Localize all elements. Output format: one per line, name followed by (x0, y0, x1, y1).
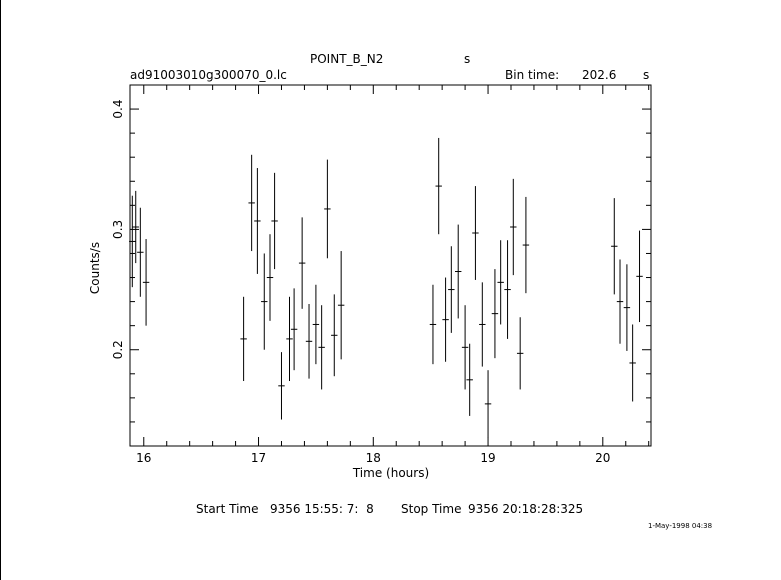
x-tick-label: 18 (365, 451, 381, 465)
stop-time-label: Stop Time (401, 502, 462, 516)
data-point (442, 278, 448, 362)
data-point (306, 304, 312, 379)
bin-time-value: 202.6 (582, 68, 617, 82)
start-time-value: 9356 15:55: 7: 8 (270, 502, 374, 516)
data-point (629, 324, 635, 401)
data-point (636, 231, 642, 322)
y-axis (111, 85, 651, 422)
data-point (143, 239, 149, 326)
object-unit: s (464, 52, 471, 66)
data-point (248, 155, 254, 251)
x-tick-label: 20 (595, 451, 611, 465)
y-axis-label: Counts/s (88, 241, 102, 295)
data-point (492, 269, 498, 358)
start-time-label: Start Time (196, 502, 259, 516)
data-point (313, 285, 319, 364)
data-point (137, 208, 143, 297)
plot-timestamp: 1-May-1998 04:38 (648, 522, 713, 530)
data-point (254, 168, 260, 274)
bin-time-unit: s (643, 68, 650, 82)
data-point (338, 251, 344, 359)
data-point (448, 246, 454, 333)
data-point (523, 197, 529, 293)
data-point (271, 173, 277, 269)
y-tick-label: 0.4 (111, 99, 125, 119)
data-point (462, 305, 468, 389)
data-point (240, 297, 246, 381)
y-tick-label: 0.3 (111, 219, 125, 239)
data-points (129, 138, 643, 438)
y-tick-label: 0.2 (111, 340, 125, 360)
data-point (261, 253, 267, 349)
data-point (624, 264, 630, 351)
data-point (485, 370, 491, 437)
data-point (479, 282, 485, 366)
data-point (299, 217, 305, 308)
data-point (286, 297, 292, 381)
file-name: ad91003010g300070_0.lc (130, 68, 287, 82)
data-point (617, 259, 623, 343)
data-point (472, 186, 478, 280)
x-tick-label: 16 (136, 451, 152, 465)
data-point (291, 288, 297, 370)
data-point (466, 344, 472, 416)
data-point (510, 179, 516, 275)
data-point (430, 285, 436, 364)
data-point (497, 240, 503, 324)
data-point (318, 305, 324, 389)
data-point (517, 317, 523, 389)
x-axis-label: Time (hours) (352, 466, 430, 480)
data-point (331, 294, 337, 376)
data-point (611, 198, 617, 294)
stop-time-value: 9356 20:18:28:325 (468, 502, 584, 516)
plot-frame (130, 85, 651, 446)
data-point (455, 225, 461, 319)
x-tick-label: 19 (480, 451, 496, 465)
data-point (435, 138, 441, 234)
object-name: POINT_B_N2 (310, 52, 384, 66)
data-point (324, 160, 330, 259)
data-point (278, 352, 284, 419)
data-point (504, 240, 510, 339)
data-point (267, 234, 273, 321)
x-tick-label: 17 (250, 451, 267, 465)
x-axis (136, 85, 649, 465)
bin-time-label: Bin time: (505, 68, 560, 82)
